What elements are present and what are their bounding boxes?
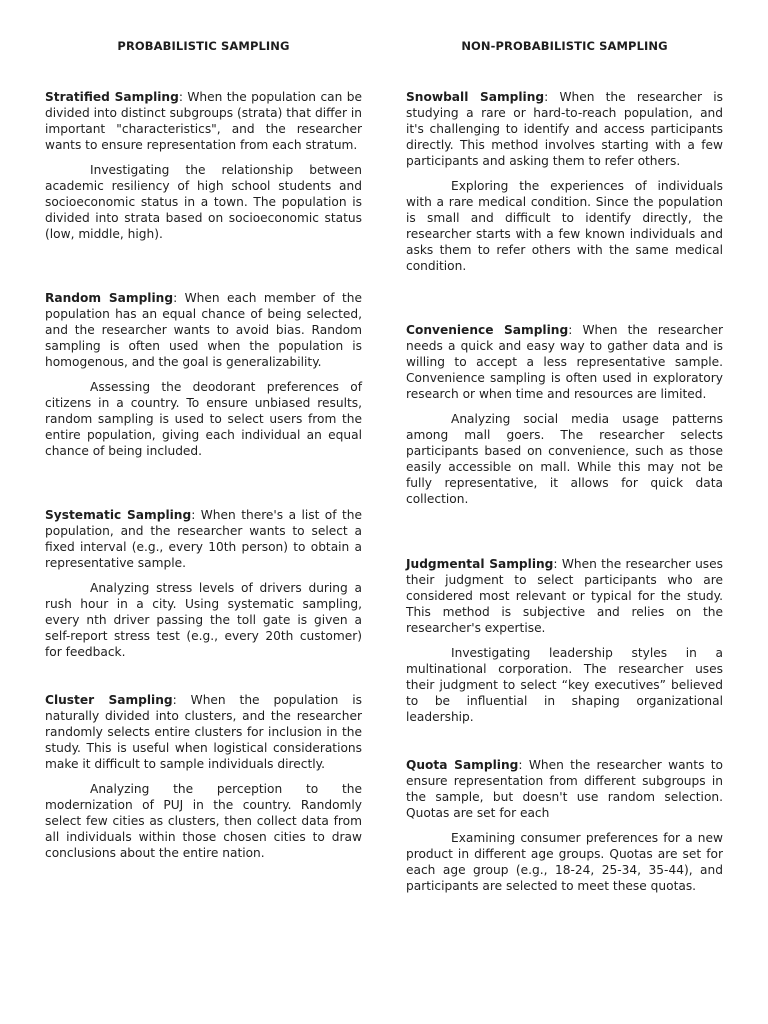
example-paragraph: Exploring the experiences of individuals with a rare medical condition. Since the population is small and difficult to identify directly, the researcher starts with a few known individuals and asks them to refer others with the same medical condition. [406,179,723,273]
term-label: Systematic Sampling [45,508,192,522]
section-stratified-sampling [45,89,362,242]
example-paragraph: Investigating leadership styles in a multinational corporation. The researcher uses their judgment to select “key executives” believed to be influential in shaping organizational leadership. [406,646,723,724]
definition-paragraph [45,692,362,772]
column-heading: PROBABILISTIC SAMPLING [117,39,290,53]
term-label: Convenience Sampling [406,323,569,337]
example-paragraph: Examining consumer preferences for a new product in different age groups. Quotas are set for each age group (e.g., 18-24, 25-34, 35-44), and participants are selected to meet these quotas. [406,831,723,893]
definition-text: : When the population can be divided into distinct subgroups (strata) that differ in important "characteristics", and the researcher wants to ensure representation from each stratum. [45,90,362,152]
section-quota-sampling [406,757,723,894]
section-snowball-sampling [406,89,723,274]
column-heading: NON-PROBABILISTIC SAMPLING [461,39,668,53]
definition-paragraph [406,757,723,821]
definition-paragraph [406,556,723,636]
example-paragraph: Analyzing stress levels of drivers during a rush hour in a city. Using systematic sampling, every nth driver passing the toll gate is given a self-report stress test (e.g., every 20th customer) for feedback. [45,581,362,659]
definition-paragraph [45,89,362,153]
term-label: Quota Sampling [406,758,519,772]
definition-text: : When the researcher uses their judgment to select participants who are considered most relevant or typical for the study. This method is subjective and relies on the researcher's expertise. [406,557,724,635]
section-systematic-sampling [45,507,362,660]
example-paragraph: Assessing the deodorant preferences of citizens in a country. To ensure unbiased results, random sampling is used to select users from the entire population, giving each individual an equal chance of being included. [45,380,362,458]
definition-text: : When the researcher needs a quick and easy way to gather data and is willing to accept a less representative sample. Convenience sampling is often used in exploratory research or when time and resources are limited. [406,323,723,401]
definition-text: : When the researcher is studying a rare or hard-to-reach population, and it's challenging to identify and access participants directly. This method involves starting with a few participants and asking them to refer others. [406,90,723,168]
section-convenience-sampling [406,322,723,507]
section-random-sampling [45,290,362,459]
definition-paragraph [406,322,723,402]
term-label: Snowball Sampling [406,90,545,104]
example-paragraph: Analyzing the perception to the modernization of PUJ in the country. Randomly select few cities as clusters, then collect data from all individuals within those chosen cities to draw conclusions about the entire nation. [45,782,362,860]
term-label: Cluster Sampling [45,693,173,707]
probabilistic-column [45,38,362,860]
term-label: Stratified Sampling [45,90,179,104]
definition-text: : When the researcher wants to ensure representation from different subgroups in the sample, but doesn't use random selection. Quotas are set for each [406,758,724,820]
section-cluster-sampling [45,692,362,861]
example-paragraph: Analyzing social media usage patterns among mall goers. The researcher selects participants based on convenience, such as those easily accessible on mall. While this may not be fully representative, it allows for quick data collection. [406,412,723,506]
example-paragraph: Investigating the relationship between academic resiliency of high school students and socioeconomic status in a town. The population is divided into strata based on socioeconomic status (low, middle, high). [45,163,362,241]
definition-text: : When there's a list of the population, and the researcher wants to select a fixed interval (e.g., every 10th person) to obtain a representative sample. [45,508,362,570]
definition-paragraph [45,290,362,370]
definition-text: : When the population is naturally divided into clusters, and the researcher randomly selects entire clusters for inclusion in the study. This is useful when logistical considerations make it difficult to sample individuals directly. [45,693,362,771]
definition-paragraph [406,89,723,169]
non-probabilistic-column [406,38,724,893]
definition-paragraph [45,507,362,571]
section-judgmental-sampling [406,556,723,725]
term-label: Judgmental Sampling [406,557,554,571]
definition-text: : When each member of the population has an equal chance of being selected, and the researcher wants to avoid bias. Random sampling is often used when the population is homogenous, and the goal is generalizability. [45,291,362,369]
term-label: Random Sampling [45,291,174,305]
